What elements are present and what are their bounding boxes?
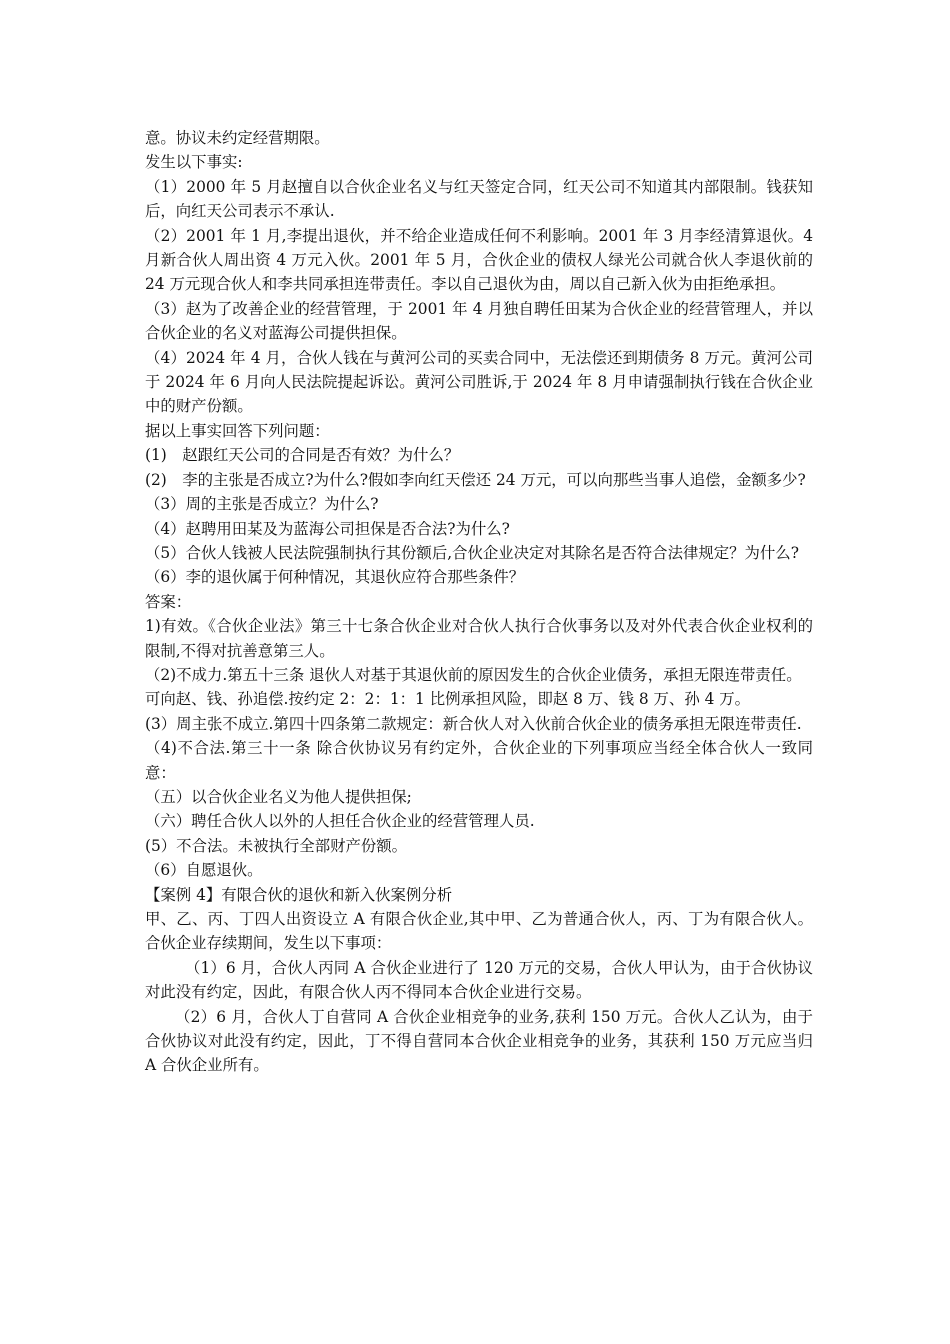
answer: （五）以合伙企业名义为他人提供担保; (145, 787, 412, 806)
paragraph: （4）2024 年 4 月，合伙人钱在与黄河公司的买卖合同中，无法偿还到期债务 8 万元。黄河公司于 2024 年 6 月向人民法院提起诉讼。黄河公司胜诉,于 2024 年 8 月申请强制执行钱在合伙企业中的财产份额。 (145, 348, 813, 416)
question: （6）李的退伙属于何种情况，其退伙应符合那些条件？ (145, 568, 525, 587)
question: （4）赵聘用田某及为蓝海公司担保是否合法?为什么? (145, 519, 510, 538)
question: (1) 赵跟红天公司的合同是否有效？为什么？ (145, 446, 460, 465)
answer: 1)有效。《合伙企业法》第三十七条合伙企业对合伙人执行合伙事务以及对外代表合伙企业权利的限制,不得对抗善意第三人。 (145, 617, 813, 660)
document-body (145, 126, 813, 1078)
question: （5）合伙人钱被人民法院强制执行其份额后,合伙企业决定对其除名是否符合法律规定？为什么? (145, 543, 799, 562)
paragraph: （1）2000 年 5 月赵擅自以合伙企业名义与红天签定合同，红天公司不知道其内部限制。钱获知后，向红天公司表示不承认. (145, 177, 813, 221)
answer: (3）周主张不成立.第四十四条第二款规定：新合伙人对入伙前合伙企业的债务承担无限连带责任. (145, 714, 802, 733)
answer: （六）聘任合伙人以外的人担任合伙企业的经营管理人员. (145, 812, 535, 831)
question: （3）周的主张是否成立？为什么? (145, 495, 379, 514)
answer: （4)不合法.第三十一条 除合伙协议另有约定外，合伙企业的下列事项应当经全体合伙人一致同意： (145, 739, 813, 782)
case-heading: 【案例 4】有限合伙的退伙和新入伙案例分析 (145, 885, 453, 904)
paragraph: 发生以下事实: (145, 153, 243, 172)
answer: （6）自愿退伙。 (145, 861, 263, 880)
paragraph: 甲、乙、丙、丁四人出资设立 A 有限合伙企业,其中甲、乙为普通合伙人，丙、丁为有限合伙人。合伙企业存续期间，发生以下事项： (145, 910, 813, 953)
paragraph: 意。协议未约定经营期限。 (145, 129, 330, 147)
paragraph: 据以上事实回答下列问题： (145, 421, 330, 440)
paragraph: （2）2001 年 1 月,李提出退伙，并不给企业造成任何不利影响。2001 年 3 月李经清算退伙。4 月新合伙人周出资 4 万元入伙。2001 年 5 月，合伙企业的债权人绿光公司就合伙人李退伙前的 24 万元现合伙人和李共同承担连带责任。李以自己退伙为由，周以自己新入伙为由拒绝承担。 (145, 226, 813, 294)
answer-heading: 答案： (145, 592, 192, 611)
answer: （2)不成力.第五十三条 退伙人对基于其退伙前的原因发生的合伙企业债务，承担无限连带责任。 (145, 665, 802, 684)
paragraph: （1）6 月，合伙人丙同 A 合伙企业进行了 120 万元的交易，合伙人甲认为，由于合伙协议对此没有约定，因此，有限合伙人丙不得同本合伙企业进行交易。 (145, 958, 813, 1002)
paragraph: （2）6 月，合伙人丁自营同 A 合伙企业相竞争的业务,获利 150 万元。合伙人乙认为，由于合伙协议对此没有约定，因此，丁不得自营同本合伙企业相竞争的业务，其获利 150 万元应当归 A 合伙企业所有。 (145, 1007, 813, 1075)
answer: (5）不合法。未被执行全部财产份额。 (145, 836, 408, 855)
answer: 可向赵、钱、孙追偿.按约定 2：2：1：1 比例承担风险，即赵 8 万、钱 8 万、孙 4 万。 (145, 690, 751, 709)
paragraph: （3）赵为了改善企业的经营管理，于 2001 年 4 月独自聘任田某为合伙企业的经营管理人，并以合伙企业的名义对蓝海公司提供担保。 (145, 299, 813, 343)
question: (2) 李的主张是否成立?为什么?假如李向红天偿还 24 万元，可以向那些当事人追偿，金额多少? (145, 470, 806, 489)
